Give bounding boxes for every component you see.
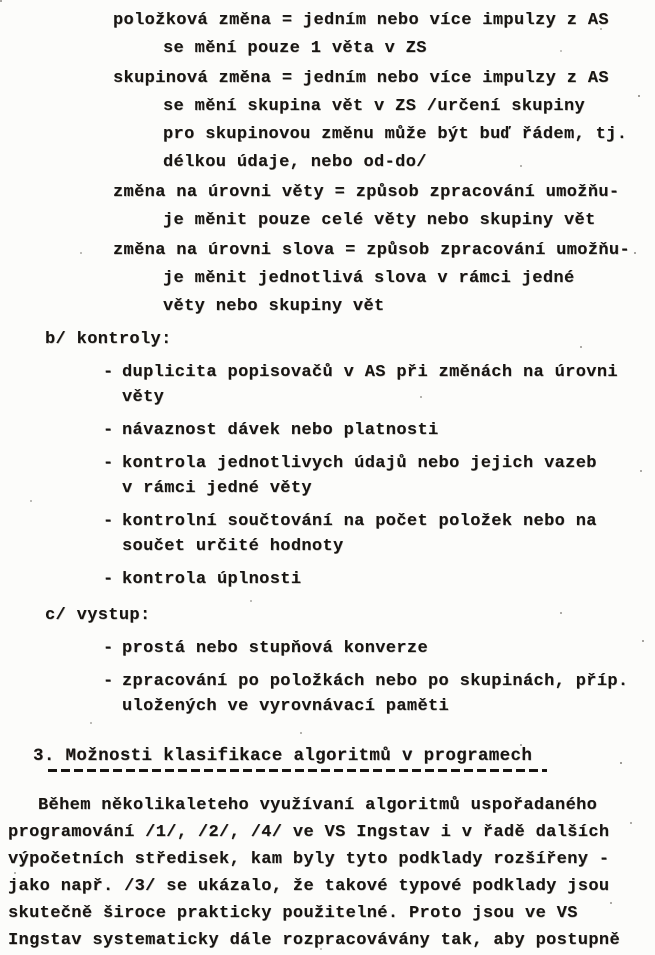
bullet-line: návaznost dávek nebo platnosti [122,421,439,440]
bullet-item [103,669,655,719]
paragraph-line: programování /1/, /2/, /4/ ve VS Ingstav i v řadě dalších [8,823,610,842]
bullet-text [122,360,655,410]
bullet-text [122,418,655,443]
definition-continuation-line: se mění skupina vět v ZS /určení skupiny [163,97,586,116]
bullet-line: uložených ve vyrovnávací paměti [122,697,450,716]
bullet-line: zpracování po položkách nebo po skupinách, příp. [122,672,629,691]
section-b-bullet-list [0,360,655,592]
bullet-dash: - [103,570,114,589]
bullet-dash: - [103,639,114,658]
definition-item-polozkova-zmena [0,7,655,63]
bullet-item [103,451,655,501]
bullet-text [122,509,655,559]
bullet-text [122,451,655,501]
definition-item-zmena-urovni-vety [0,179,655,235]
bullet-line: kontrola úplnosti [122,570,302,589]
bullet-line: věty [122,388,165,407]
section-c-bullet-list [0,636,655,719]
bullet-dash: - [103,672,114,691]
section-b-label: b/ kontroly: [45,330,172,349]
definition-continuation-line: je měnit jednotlivá slova v rámci jedné [163,269,575,288]
bullet-item [103,360,655,410]
bullet-item [103,509,655,559]
bullet-item [103,418,655,443]
heading-underline [48,769,547,772]
body-paragraph [8,792,655,954]
definition-term-line: skupinová změna = jedním nebo více impulzy z AS [113,69,609,88]
paragraph-line: Během několikaleteho využívaní algoritmů uspořadaného [38,796,598,815]
bullet-dash: - [103,363,114,382]
paragraph-line: jako např. /3/ se ukázalo, že takové typové podklady jsou [8,877,610,896]
bullet-dash: - [103,421,114,440]
bullet-item [103,567,655,592]
definition-continuation-line: délkou údaje, nebo od-do/ [163,153,427,172]
definition-continuation-line: pro skupinovou změnu může být buď řádem, tj. [163,125,628,144]
bullet-line: součet určité hodnoty [122,537,344,556]
bullet-text [122,636,655,661]
bullet-line: kontrolní součtování na počet položek nebo na [122,512,597,531]
definition-continuation-line: věty nebo skupiny vět [163,297,385,316]
definition-item-zmena-urovni-slova [0,237,655,321]
paragraph-line: výpočetních středisek, kam byly tyto podklady rozšířeny - [8,850,610,869]
definition-term-line: položková změna = jedním nebo více impulzy z AS [113,11,609,30]
bullet-line: v rámci jedné věty [122,479,312,498]
bullet-line: duplicita popisovačů v AS při změnách na úrovni [122,363,618,382]
definition-item-skupinova-zmena [0,65,655,177]
definition-list [0,0,655,321]
bullet-dash: - [103,512,114,531]
definition-term-line: změna na úrovni věty = způsob zpracování umožňu- [113,183,620,202]
section-heading: 3. Možnosti klasifikace algoritmů v programech [33,746,533,766]
bullet-text [122,567,655,592]
paragraph-line: Ingstav systematicky dále rozpracovávány tak, aby postupně [8,931,620,950]
section-c-label: c/ vystup: [45,606,151,625]
bullet-line: kontrola jednotlivych údajů nebo jejich vazeb [122,454,597,473]
bullet-item [103,636,655,661]
bullet-line: prostá nebo stupňová konverze [122,639,428,658]
paragraph-line: skutečně široce prakticky použitelné. Proto jsou ve VS [8,904,578,923]
bullet-text [122,669,655,719]
definition-continuation-line: je měnit pouze celé věty nebo skupiny vět [163,211,596,230]
definition-continuation-line: se mění pouze 1 věta v ZS [163,39,427,58]
definition-term-line: změna na úrovni slova = způsob zpracování umožňu- [113,241,631,260]
bullet-dash: - [103,454,114,473]
